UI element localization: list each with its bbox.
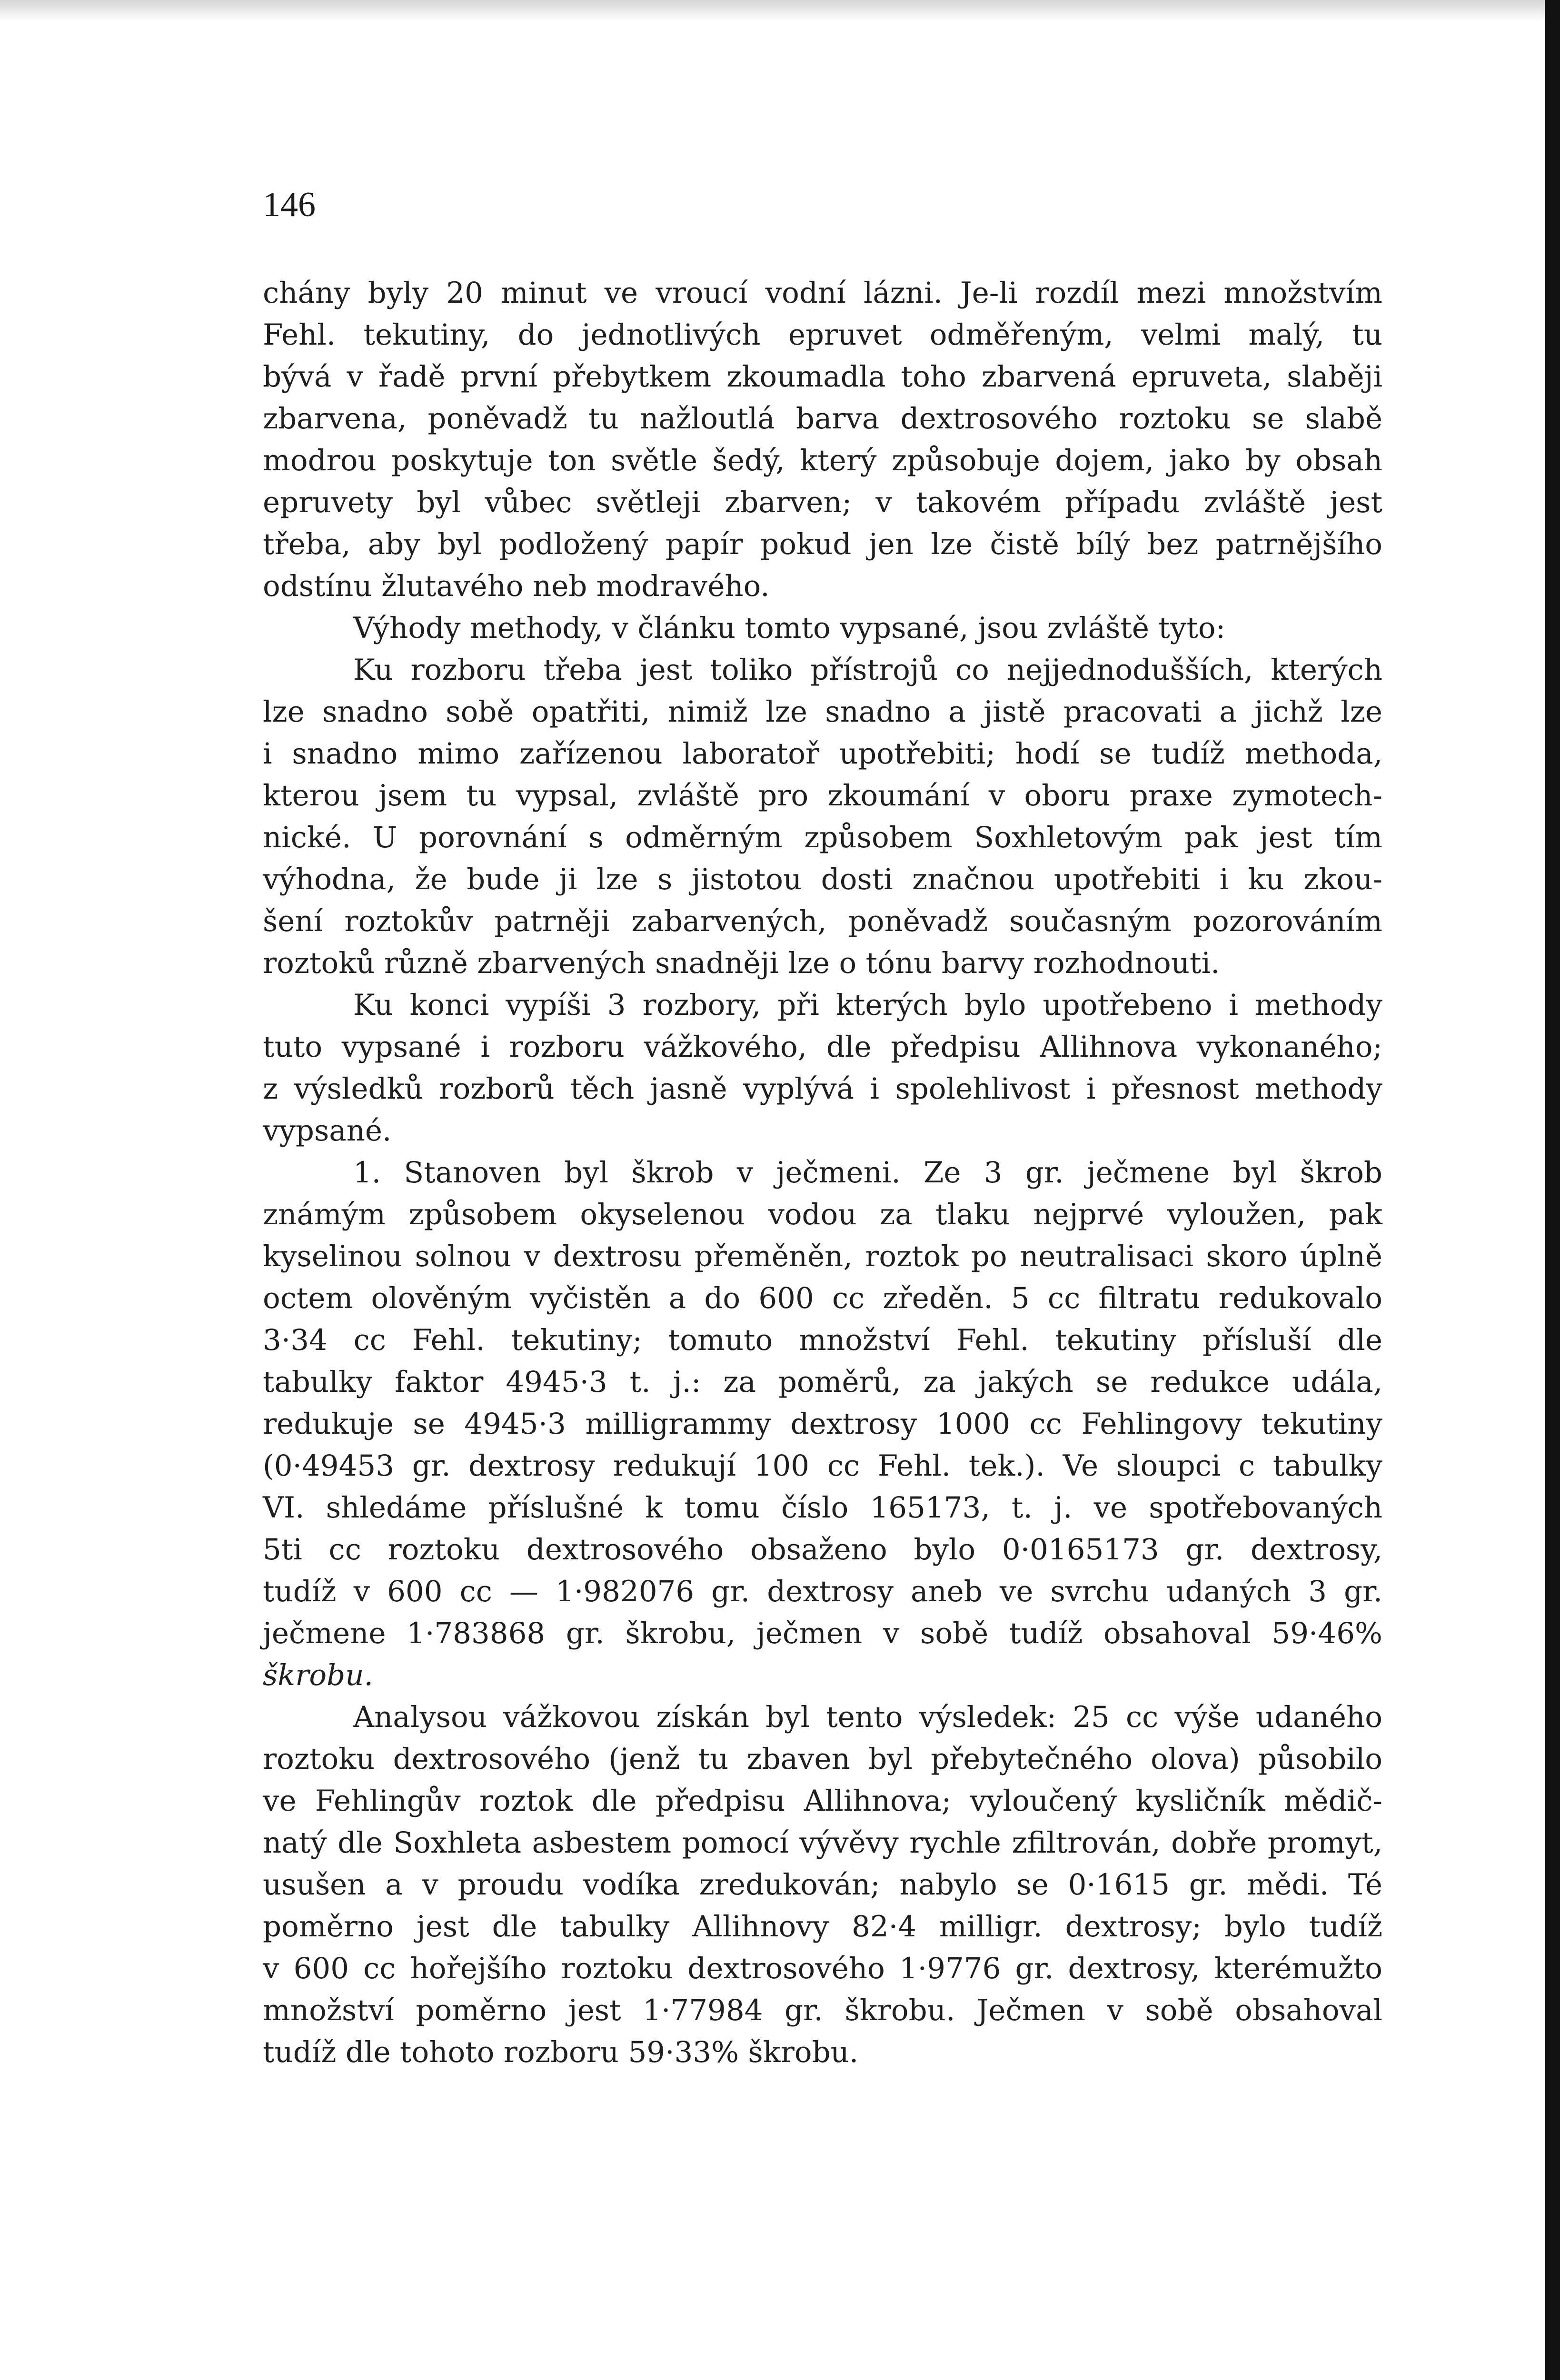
text-line: octem olověným vyčistěn a do 600 cc zředěn. 5 cc filtratu redukovalo [263,1281,1382,1315]
text-line: zbarvena, poněvadž tu nažloutlá barva dextrosového roztoku se slabě [263,402,1382,436]
page-number: 146 [263,185,316,224]
text-line: kterou jsem tu vypsal, zvláště pro zkoumání v oboru praxe zymotech- [263,779,1382,813]
text-line: šení roztokův patrněji zabarvených, poněvadž současným pozorováním [263,904,1382,938]
body-text [263,272,1382,2073]
text-line: poměrno jest dle tabulky Allihnovy 82·4 milligr. dextrosy; bylo tudíž [263,1910,1382,1944]
text-line: škrobu. [263,1658,373,1692]
text-line: třeba, aby byl podložený papír pokud jen lze čistě bílý bez patrnějšího [263,527,1382,561]
text-line: Výhody methody, v článku tomto vypsané, jsou zvláště tyto: [353,611,1226,645]
text-line: lze snadno sobě opatřiti, nimiž lze snadno a jistě pracovati a jichž lze [263,695,1382,729]
text-line: výhodna, že bude ji lze s jistotou dosti značnou upotřebiti i ku zkou- [263,863,1382,896]
text-line: vypsané. [263,1114,392,1148]
text-line: tudíž v 600 cc — 1·982076 gr. dextrosy aneb ve svrchu udaných 3 gr. [263,1575,1382,1608]
text-line: (0·49453 gr. dextrosy redukují 100 cc Fehl. tek.). Ve sloupci c tabulky [263,1449,1382,1483]
text-line: VI. shledáme příslušné k tomu číslo 165173, t. j. ve spotřebovaných [263,1491,1382,1525]
text-line: ve Fehlingův roztok dle předpisu Allihnova; vyloučený kysličník mědič- [263,1784,1382,1818]
text-line: v 600 cc hořejšího roztoku dextrosového 1·9776 gr. dextrosy, kterémužto [263,1952,1382,1985]
scan-top-shadow [0,0,1545,21]
text-line: usušen a v proudu vodíka zredukován; nabylo se 0·1615 gr. mědi. Té [263,1868,1382,1902]
scan-right-edge [1545,0,1560,2380]
text-line: odstínu žlutavého neb modravého. [263,569,770,603]
text-line: 1. Stanoven byl škrob v ječmeni. Ze 3 gr. ječmene byl škrob [353,1156,1382,1190]
text-line: Analysou vážkovou získán byl tento výsledek: 25 cc výše udaného [353,1700,1382,1734]
text-line: ječmene 1·783868 gr. škrobu, ječmen v sobě tudíž obsahoval 59·46% [263,1616,1382,1650]
text-line: Ku konci vypíši 3 rozbory, při kterých bylo upotřebeno i methody [353,988,1382,1022]
text-line: i snadno mimo zařízenou laboratoř upotřebiti; hodí se tudíž methoda, [263,737,1382,771]
text-line: množství poměrno jest 1·77984 gr. škrobu. Ječmen v sobě obsahoval [263,1993,1382,2027]
text-line: Fehl. tekutiny, do jednotlivých epruvet odměřeným, velmi malý, tu [263,318,1382,352]
text-line: bývá v řadě první přebytkem zkoumadla toho zbarvená epruveta, slaběji [263,360,1382,394]
text-line: epruvety byl vůbec světleji zbarven; v takovém případu zvláště jest [263,486,1382,519]
text-line: Ku rozboru třeba jest toliko přístrojů co nejjednodušších, kterých [353,653,1382,687]
text-line: nické. U porovnání s odměrným způsobem Soxhletovým pak jest tím [263,821,1382,854]
text-line: roztoků různě zbarvených snadněji lze o tónu barvy rozhodnouti. [263,946,1220,980]
text-line: známým způsobem okyselenou vodou za tlaku nejprvé vyloužen, pak [263,1198,1382,1231]
text-line: natý dle Soxhleta asbestem pomocí vývěvy rychle zfiltrován, dobře promyt, [263,1826,1382,1860]
text-line: z výsledků rozborů těch jasně vyplývá i spolehlivost i přesnost methody [263,1072,1382,1106]
text-line: 5ti cc roztoku dextrosového obsaženo bylo 0·0165173 gr. dextrosy, [263,1533,1382,1567]
text-line: 3·34 cc Fehl. tekutiny; tomuto množství Fehl. tekutiny přísluší dle [263,1323,1382,1357]
text-line: redukuje se 4945·3 milligrammy dextrosy 1000 cc Fehlingovy tekutiny [263,1407,1382,1441]
text-line: chány byly 20 minut ve vroucí vodní lázni. Je-li rozdíl mezi množstvím [263,276,1382,310]
text-line: tudíž dle tohoto rozboru 59·33% škrobu. [263,2035,859,2069]
text-line: kyselinou solnou v dextrosu přeměněn, roztok po neutralisaci skoro úplně [263,1240,1382,1273]
text-line: roztoku dextrosového (jenž tu zbaven byl přebytečného olova) působilo [263,1742,1382,1776]
text-line: modrou poskytuje ton světle šedý, který způsobuje dojem, jako by obsah [263,444,1382,477]
text-line: tabulky faktor 4945·3 t. j.: za poměrů, za jakých se redukce udála, [263,1365,1382,1399]
text-line: tuto vypsané i rozboru vážkového, dle předpisu Allihnova vykonaného; [263,1030,1382,1064]
